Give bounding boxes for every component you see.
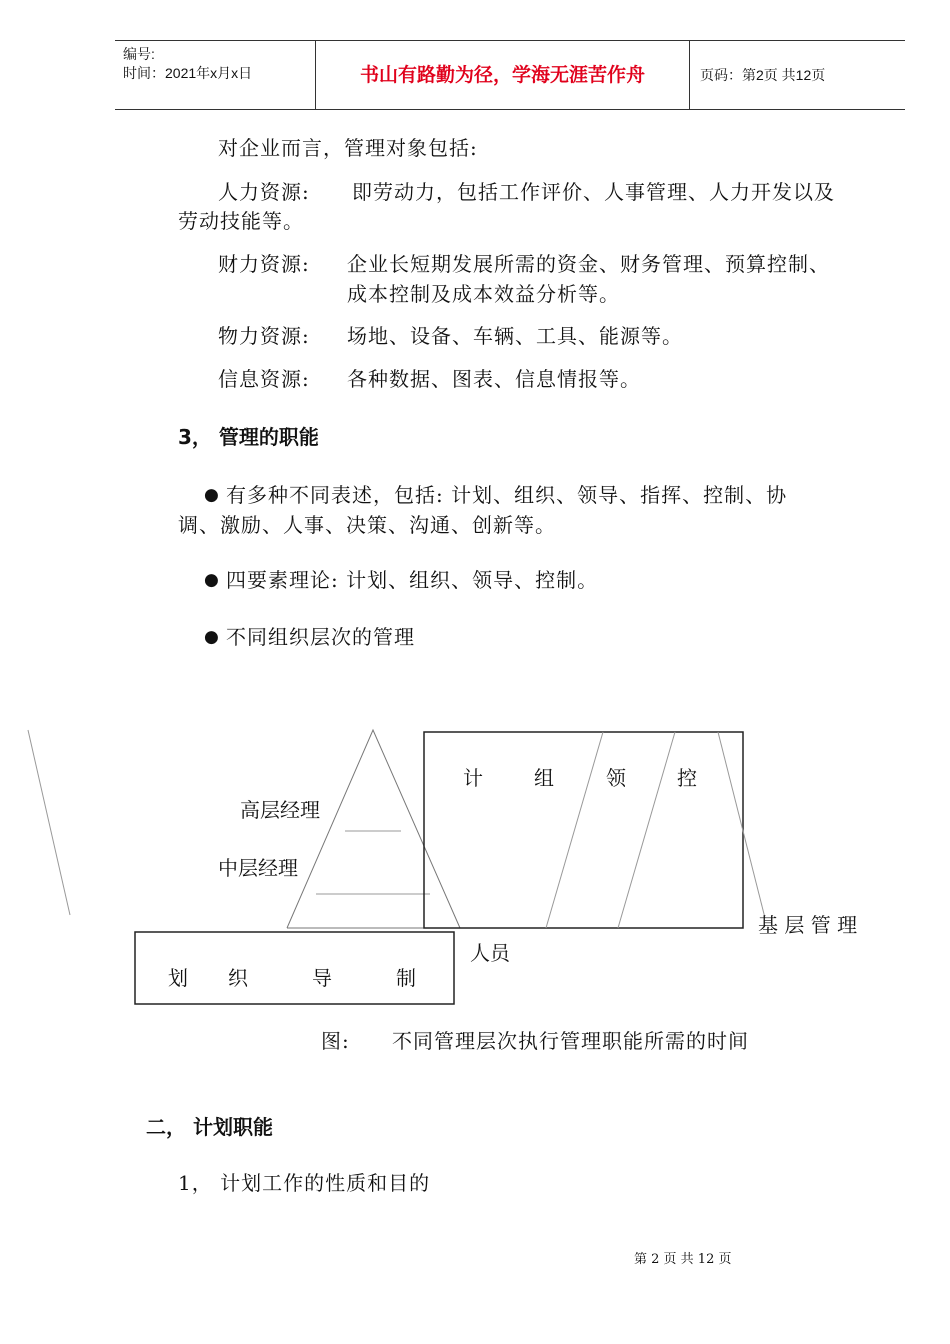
diagram-top-label-2: 组: [534, 766, 554, 790]
hr-text: 即劳动力，包括工作评价、人事管理、人力开发以及: [352, 180, 835, 204]
info-label: 信息资源:: [218, 367, 310, 391]
header-date-label: 时间：2021年x月x日: [123, 65, 253, 81]
bullet-dot-1: ●: [204, 485, 219, 505]
diagram-bottom-label-2: 织: [228, 966, 248, 990]
divider-line-3: [718, 732, 765, 918]
divider-line-2: [618, 732, 675, 928]
fin-text: 企业长短期发展所需的资金、财务管理、预算控制、: [347, 252, 830, 276]
management-levels-diagram: [0, 700, 950, 1020]
diagram-bottom-label-3: 导: [312, 966, 332, 990]
fin-text-cont: 成本控制及成本效益分析等。: [347, 282, 620, 306]
header-motto: 书山有路勤为径，学海无涯苦作舟: [315, 41, 690, 109]
bullet-dot-3: ●: [204, 627, 219, 647]
diagram-top-label-4: 控: [677, 766, 697, 790]
bullet-2-text: 四要素理论: 计划、组织、领导、控制。: [226, 568, 599, 592]
triangle-outline: [287, 730, 460, 928]
diagram-top-label-1: 计: [463, 766, 483, 790]
diagram-bottom-label-4: 制: [396, 966, 416, 990]
mat-text: 场地、设备、车辆、工具、能源等。: [347, 324, 683, 348]
diagram-bottom-label-1: 划: [168, 966, 188, 990]
page-header: [115, 40, 905, 110]
section-two-heading: 二， 计划职能: [146, 1115, 273, 1139]
page-footer: 第 2 页 共 12 页: [634, 1252, 732, 1267]
fin-label: 财力资源:: [218, 252, 310, 276]
info-text: 各种数据、图表、信息情报等。: [347, 367, 641, 391]
functions-top-box: [424, 732, 743, 928]
figure-caption: 不同管理层次执行管理职能所需的时间: [392, 1029, 749, 1053]
bullet-dot-2: ●: [204, 570, 219, 590]
bullet-1-text-cont: 调、激励、人事、决策、沟通、创新等。: [178, 513, 556, 537]
header-meta: [115, 41, 315, 109]
section-two-subheading: 1， 计划工作的性质和目的: [178, 1171, 431, 1195]
staff-label: 人员: [470, 941, 510, 965]
stray-line: [28, 730, 70, 915]
intro-text: 对企业而言，管理对象包括:: [218, 136, 478, 160]
figure-caption-prefix: 图:: [321, 1029, 350, 1053]
section-3-heading: 3， 管理的职能: [178, 425, 319, 449]
hr-text-cont: 劳动技能等。: [178, 209, 304, 233]
diagram-top-label-3: 领: [606, 766, 626, 790]
middle-manager-label: 中层经理: [218, 856, 298, 880]
bullet-1-text: 有多种不同表述，包括: 计划、组织、领导、指挥、控制、协: [226, 483, 788, 507]
senior-manager-label: 高层经理: [240, 798, 320, 822]
bullet-3-text: 不同组织层次的管理: [226, 625, 415, 649]
header-number-label: 编号:: [123, 46, 155, 62]
divider-line-1: [546, 732, 603, 928]
base-manager-label: 基 层 管 理: [758, 913, 858, 937]
header-page-label: 页码：第2页 共12页: [700, 67, 826, 83]
mat-label: 物力资源:: [218, 324, 310, 348]
hr-label: 人力资源:: [218, 180, 310, 204]
